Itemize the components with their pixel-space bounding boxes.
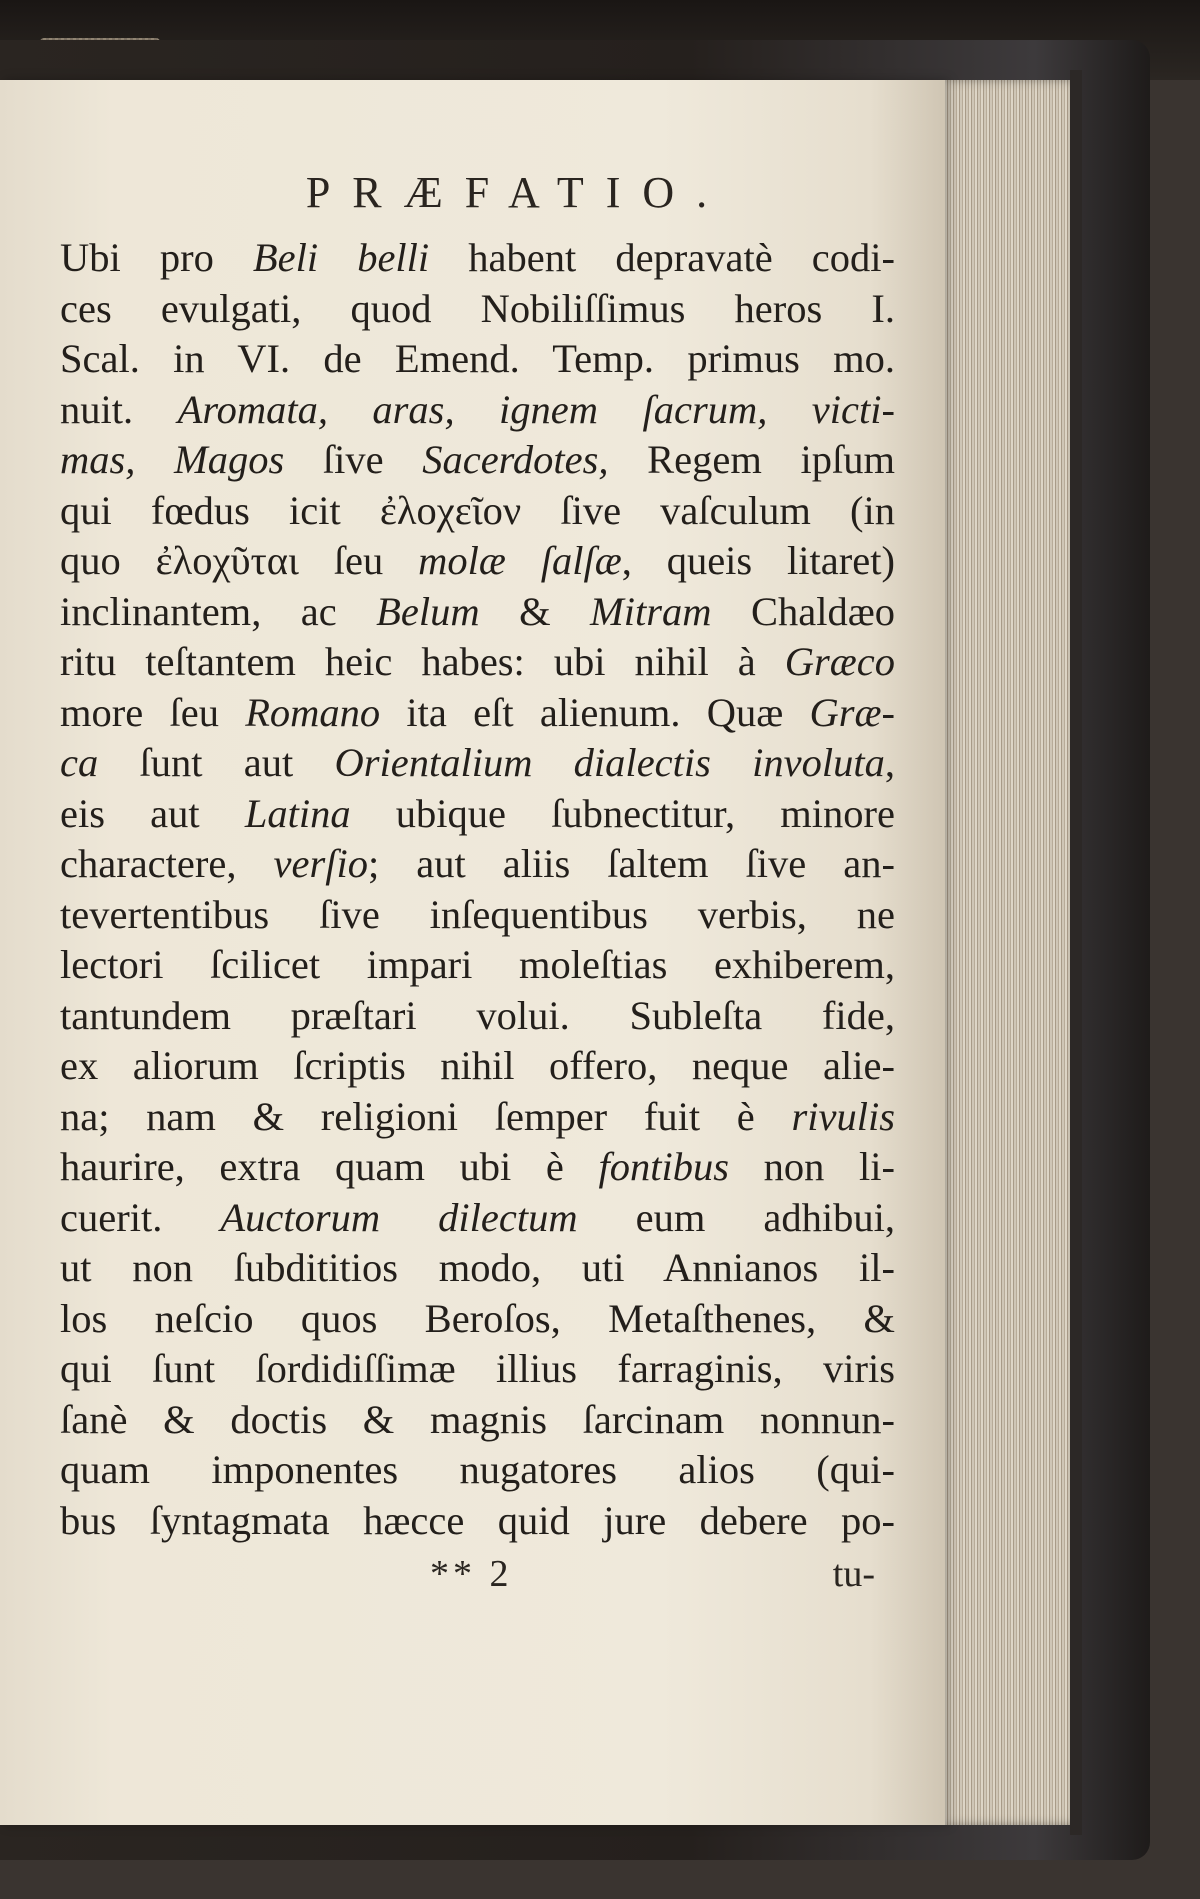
text-line	[60, 688, 895, 739]
text-span: ut non ſubdititios modo, uti Annianos il-	[60, 1245, 895, 1290]
text-span: quam imponentes nugatores alios (qui-	[60, 1447, 895, 1492]
text-body	[60, 233, 895, 1546]
text-span: non li-	[729, 1144, 895, 1189]
text-span: habent depravatè codi-	[429, 235, 896, 280]
cover-edge	[1070, 70, 1082, 1835]
italic-span: Romano	[245, 689, 381, 735]
text-line	[60, 839, 895, 890]
text-span: ſunt aut	[98, 740, 335, 785]
signature-mark: ** 2	[430, 1553, 513, 1595]
text-span: qui fœdus icit ἐλοχεῖον ſive vaſculum (in	[60, 487, 895, 533]
text-span: Ubi pro	[60, 235, 253, 280]
text-line	[60, 1193, 895, 1244]
text-line	[60, 1395, 895, 1446]
text-span: Regem ipſum	[608, 437, 895, 482]
text-span: haurire, extra quam ubi è	[60, 1144, 599, 1189]
page-footer	[60, 1552, 895, 1604]
text-line	[60, 385, 895, 436]
italic-span: Latina	[244, 790, 351, 836]
text-line	[60, 486, 895, 537]
text-span: Scal. in VI. de Emend. Temp. primus mo.	[60, 336, 895, 381]
text-line	[60, 1445, 895, 1496]
text-line	[60, 738, 895, 789]
text-span: ,	[884, 740, 896, 785]
text-span: quo ἐλοχῦται ſeu	[60, 538, 419, 583]
text-line	[60, 1344, 895, 1395]
text-span: cuerit.	[60, 1194, 221, 1240]
text-span: more ſeu	[60, 689, 246, 735]
text-line	[60, 637, 895, 688]
text-line	[60, 1041, 895, 1092]
running-head: PRÆFATIO.	[305, 168, 730, 217]
text-span: ; aut aliis ſaltem ſive an-	[367, 841, 895, 886]
text-span: eis aut	[60, 790, 245, 836]
text-span: eum adhibui,	[577, 1194, 895, 1240]
text-line	[60, 991, 895, 1042]
text-span: ex aliorum ſcriptis nihil offero, neque alie-	[60, 1043, 895, 1088]
text-span: bus ſyntagmata hæcce quid jure debere po-	[60, 1497, 895, 1543]
text-span: ita eſt alienum. Quæ	[380, 689, 810, 735]
italic-span: Beli belli	[252, 235, 430, 280]
text-line	[60, 940, 895, 991]
italic-span: molæ ſalſæ	[418, 538, 622, 583]
text-span: inclinantem, ac	[60, 588, 377, 634]
text-span: tevertentibus ſive inſequentibus verbis, ne	[60, 891, 895, 937]
catchword: tu-	[832, 1553, 875, 1595]
text-span: tantundem præſtari volui. Subleſta fide,	[60, 992, 895, 1038]
text-span: ces evulgati, quod Nobiliſſimus heros I.	[60, 285, 895, 331]
italic-span: Græco	[784, 639, 895, 684]
text-span: ubique ſubnectitur, minore	[350, 790, 895, 836]
text-line	[60, 1496, 895, 1547]
text-line	[60, 789, 895, 840]
italic-span: Aromata, aras, ignem ſacrum, victi-	[177, 386, 895, 432]
text-span: na; nam & religioni ſemper fuit è	[60, 1093, 792, 1139]
italic-span: Auctorum dilectum	[220, 1194, 578, 1240]
italic-span: Belum	[376, 588, 480, 634]
text-line	[60, 587, 895, 638]
text-line	[60, 536, 895, 587]
text-line	[60, 1142, 895, 1193]
italic-span: verſio	[273, 841, 368, 886]
italic-span: Orientalium dialectis involuta	[334, 740, 885, 785]
text-span: qui ſunt ſordidiſſimæ illius farraginis, viris	[60, 1346, 895, 1391]
text-span: ſanè & doctis & magnis ſarcinam nonnun-	[60, 1396, 895, 1442]
text-span: los neſcio quos Beroſos, Metaſthenes, &	[60, 1295, 895, 1341]
text-span: , queis litaret)	[621, 538, 895, 583]
italic-span: mas, Magos	[60, 437, 285, 482]
italic-span: Sacerdotes,	[422, 437, 609, 482]
text-line	[60, 1243, 895, 1294]
text-span: &	[479, 588, 591, 634]
text-line	[60, 334, 895, 385]
text-line	[60, 435, 895, 486]
page-content	[60, 165, 895, 1604]
italic-span: ca	[60, 740, 99, 785]
page-edges	[930, 80, 1070, 1825]
text-line	[60, 1092, 895, 1143]
text-line	[60, 284, 895, 335]
text-span: ritu teſtantem heic habes: ubi nihil à	[60, 639, 785, 684]
italic-span: Græ-	[809, 689, 895, 735]
italic-span: fontibus	[598, 1144, 730, 1189]
text-span: Chaldæo	[711, 588, 895, 634]
text-span: lectori ſcilicet impari moleſtias exhiberem,	[60, 942, 895, 987]
italic-span: rivulis	[791, 1093, 895, 1139]
text-span: charactere,	[60, 841, 274, 886]
book-page	[0, 80, 945, 1825]
italic-span: Mitram	[590, 588, 712, 634]
text-line	[60, 1294, 895, 1345]
text-span: ſive	[284, 437, 423, 482]
text-line	[60, 890, 895, 941]
text-line	[60, 233, 895, 284]
text-span: nuit.	[60, 386, 178, 432]
